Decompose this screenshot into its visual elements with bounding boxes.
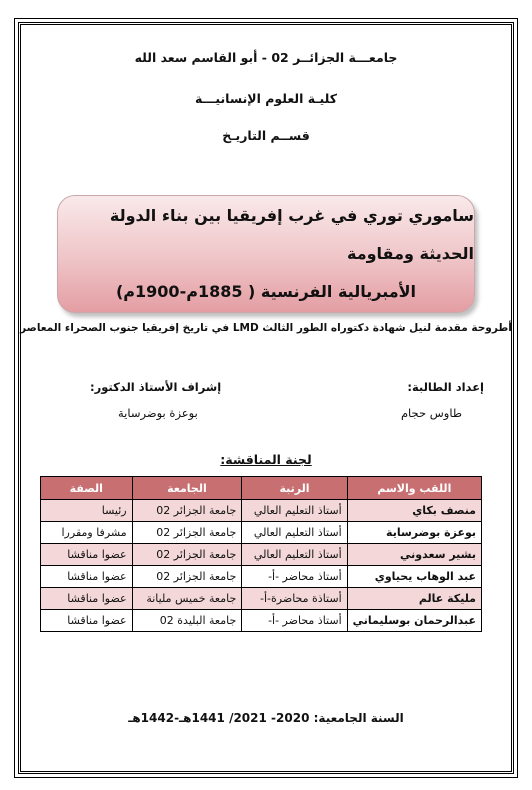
- department-name: قســم التاريـخ: [222, 128, 310, 143]
- member-rank: أستاذ التعليم العالي: [242, 500, 347, 522]
- thesis-title-line2: الأمبريالية الفرنسية ( 1885م-1900م): [115, 282, 417, 301]
- supervisor-block: [90, 380, 221, 394]
- member-role: رئيسا: [41, 500, 133, 522]
- committee-table: [40, 476, 482, 632]
- member-name: بشير سعدوني: [347, 544, 481, 566]
- table-row: [41, 610, 482, 632]
- university-name: جامعـــة الجزائــر 02 - أبو القاسم سعد الله: [134, 50, 398, 65]
- table-row: [41, 544, 482, 566]
- committee-title: لجنة المناقشة:: [220, 452, 312, 467]
- committee-header-row: [41, 477, 482, 500]
- member-university: جامعة الجزائر 02: [132, 522, 242, 544]
- member-role: عضوا مناقشا: [41, 566, 133, 588]
- student-label: إعداد الطالبة:: [407, 380, 484, 394]
- member-university: جامعة خميس مليانة: [132, 588, 242, 610]
- member-rank: أستاذ محاضر -أ-: [242, 566, 347, 588]
- member-university: جامعة الجزائر 02: [132, 500, 242, 522]
- thesis-title-box: [57, 195, 475, 313]
- member-role: عضوا مناقشا: [41, 610, 133, 632]
- student-block: [407, 380, 484, 394]
- thesis-title-line1: ساموري توري في غرب إفريقيا بين بناء الدولة الحديثة ومقاومة: [109, 206, 474, 263]
- member-role: مشرفا ومقررا: [41, 522, 133, 544]
- member-name: عبدالرحمان بوسليماني: [347, 610, 481, 632]
- member-university: جامعة الجزائر 02: [132, 566, 242, 588]
- header-university: الجامعة: [132, 477, 242, 500]
- member-rank: أستاذ محاضر -أ-: [242, 610, 347, 632]
- table-row: [41, 522, 482, 544]
- student-name: طاوس حجام: [400, 406, 462, 420]
- table-row: [41, 500, 482, 522]
- member-university: جامعة الجزائر 02: [132, 544, 242, 566]
- member-rank: أستاذة محاضرة-أ-: [242, 588, 347, 610]
- member-name: عبد الوهاب يحياوي: [347, 566, 481, 588]
- member-role: عضوا مناقشا: [41, 544, 133, 566]
- member-rank: أستاذ التعليم العالي: [242, 544, 347, 566]
- thesis-subtitle: أطروحة مقدمة لنيل شهادة دكتوراه الطور الثالث LMD في تاريخ إفريقيا جنوب الصحراء المعاصر: [20, 322, 512, 334]
- member-name: مليكة عالم: [347, 588, 481, 610]
- academic-year: السنة الجامعية: 2020- 2021/ 1441هـ-1442هـ: [128, 711, 404, 725]
- table-row: [41, 588, 482, 610]
- faculty-name: كليـة العلوم الإنسانيـــة: [194, 91, 338, 106]
- member-rank: أستاذ التعليم العالي: [242, 522, 347, 544]
- header-rank: الرتبة: [242, 477, 347, 500]
- header-name: اللقب والاسم: [347, 477, 481, 500]
- member-name: منصف بكاي: [347, 500, 481, 522]
- member-name: بوعزة بوضرساية: [347, 522, 481, 544]
- member-role: عضوا مناقشا: [41, 588, 133, 610]
- header-role: الصفة: [41, 477, 133, 500]
- member-university: جامعة البليدة 02: [132, 610, 242, 632]
- supervisor-name: بوعزة بوضرساية: [118, 406, 198, 420]
- table-row: [41, 566, 482, 588]
- supervisor-label: إشراف الأستاذ الدكتور:: [90, 380, 222, 394]
